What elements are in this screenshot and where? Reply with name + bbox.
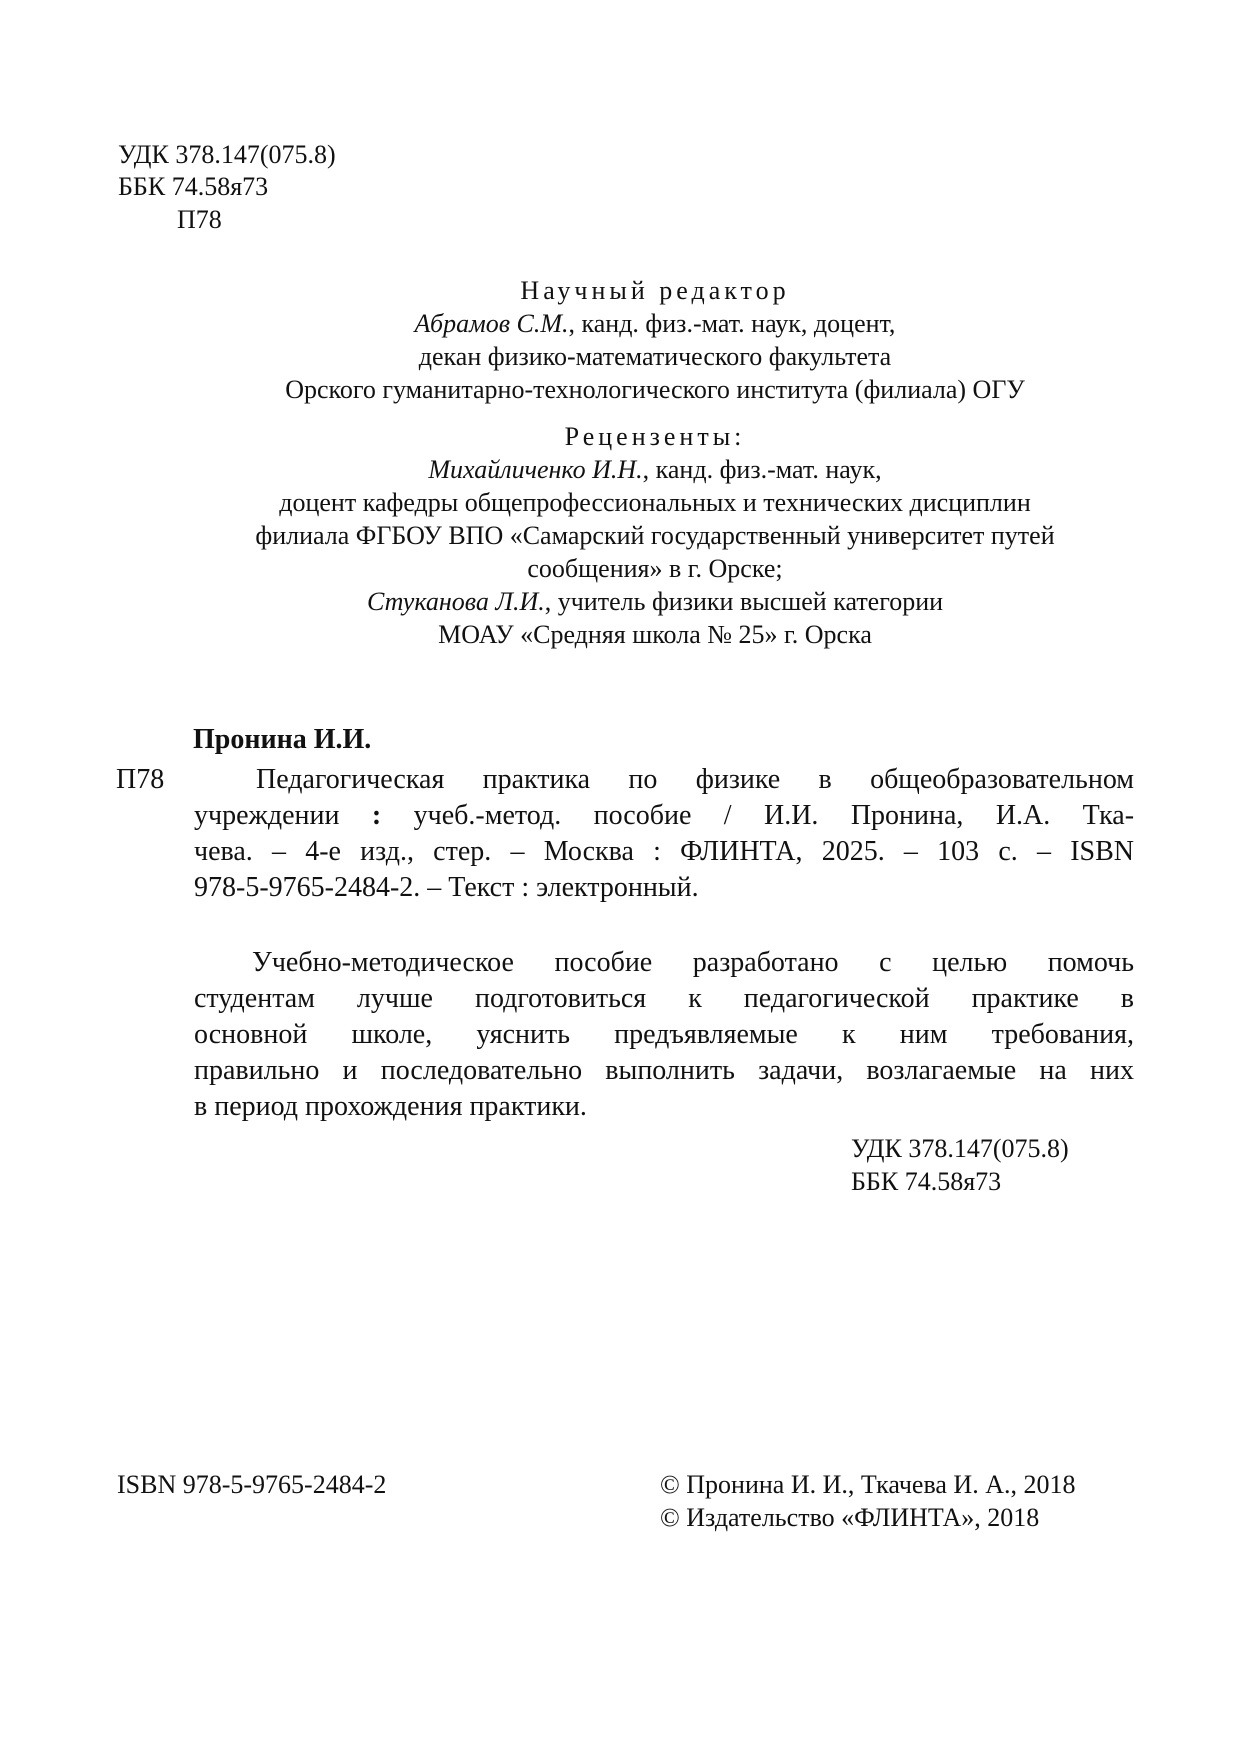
annotation-line-4: правильно и последовательно выполнить задачи, возлагаемые на них	[194, 1055, 1134, 1086]
biblio-line-2-rest: учеб.-метод. пособие / И.И. Пронина, И.А. Тка-	[413, 800, 1135, 831]
editor-name: Абрамов С.М.	[414, 309, 569, 338]
reviewers-block	[0, 420, 1241, 651]
annotation-line-5: в период прохождения практики.	[194, 1091, 587, 1122]
udk-code-bottom: УДК 378.147(075.8)	[851, 1134, 1069, 1163]
reviewer1-line-4: сообщения» в г. Орске;	[527, 554, 783, 583]
biblio-line-3: чева. – 4-е изд., стер. – Москва : ФЛИНТА, 2025. – 103 с. – ISBN	[194, 836, 1134, 867]
annotation-line-2: студентам лучше подготовиться к педагогической практике в	[194, 983, 1134, 1014]
copyright-authors: © Пронина И. И., Ткачева И. А., 2018	[660, 1470, 1076, 1499]
author-heading: Пронина И.И.	[193, 724, 372, 755]
editor-heading: Научный редактор	[520, 276, 790, 305]
biblio-line-2-colon: :	[371, 800, 382, 831]
editor-credentials: , канд. физ.-мат. наук, доцент,	[568, 309, 896, 338]
scientific-editor-block	[0, 274, 1241, 406]
reviewer2-name: Стуканова Л.И.	[366, 587, 545, 616]
reviewers-heading: Рецензенты:	[564, 422, 746, 451]
editor-line-1	[0, 307, 1241, 340]
annotation-paragraph	[194, 945, 1134, 1125]
author-mark-biblio: П78	[116, 764, 165, 795]
biblio-line-2	[194, 798, 1134, 834]
bibliographic-description	[194, 762, 1134, 906]
biblio-line-2-start: учреждении	[194, 800, 340, 831]
annotation-line-1: Учебно-методическое пособие разработано с целью помочь	[252, 947, 1134, 978]
author-mark-top: П78	[177, 205, 222, 234]
reviewer2-line-1	[0, 585, 1241, 618]
editor-line-3: Орского гуманитарно-технологического института (филиала) ОГУ	[285, 375, 1025, 404]
udk-code-top: УДК 378.147(075.8)	[118, 140, 336, 169]
reviewer2-line-2: МОАУ «Средняя школа № 25» г. Орска	[438, 620, 872, 649]
reviewer2-credentials: , учитель физики высшей категории	[544, 587, 944, 616]
annotation-line-3: основной школе, уяснить предъявляемые к ним требования,	[194, 1019, 1134, 1050]
reviewer1-line-3: филиала ФГБОУ ВПО «Самарский государственный университет путей	[255, 521, 1055, 550]
reviewer1-name: Михайличенко И.Н.	[428, 455, 643, 484]
reviewer1-credentials: , канд. физ.-мат. наук,	[642, 455, 882, 484]
copyright-publisher: © Издательство «ФЛИНТА», 2018	[660, 1503, 1040, 1532]
biblio-line-4: 978-5-9765-2484-2. – Текст : электронный.	[194, 872, 699, 903]
biblio-line-1: Педагогическая практика по физике в общеобразовательном	[256, 764, 1134, 795]
reviewer1-line-1	[0, 453, 1241, 486]
bbk-code-top: ББК 74.58я73	[118, 172, 269, 201]
isbn-footer: ISBN 978-5-9765-2484-2	[117, 1470, 387, 1499]
bbk-code-bottom: ББК 74.58я73	[851, 1167, 1002, 1196]
reviewer1-line-2: доцент кафедры общепрофессиональных и технических дисциплин	[279, 488, 1031, 517]
editor-line-2: декан физико-математического факультета	[418, 342, 892, 371]
